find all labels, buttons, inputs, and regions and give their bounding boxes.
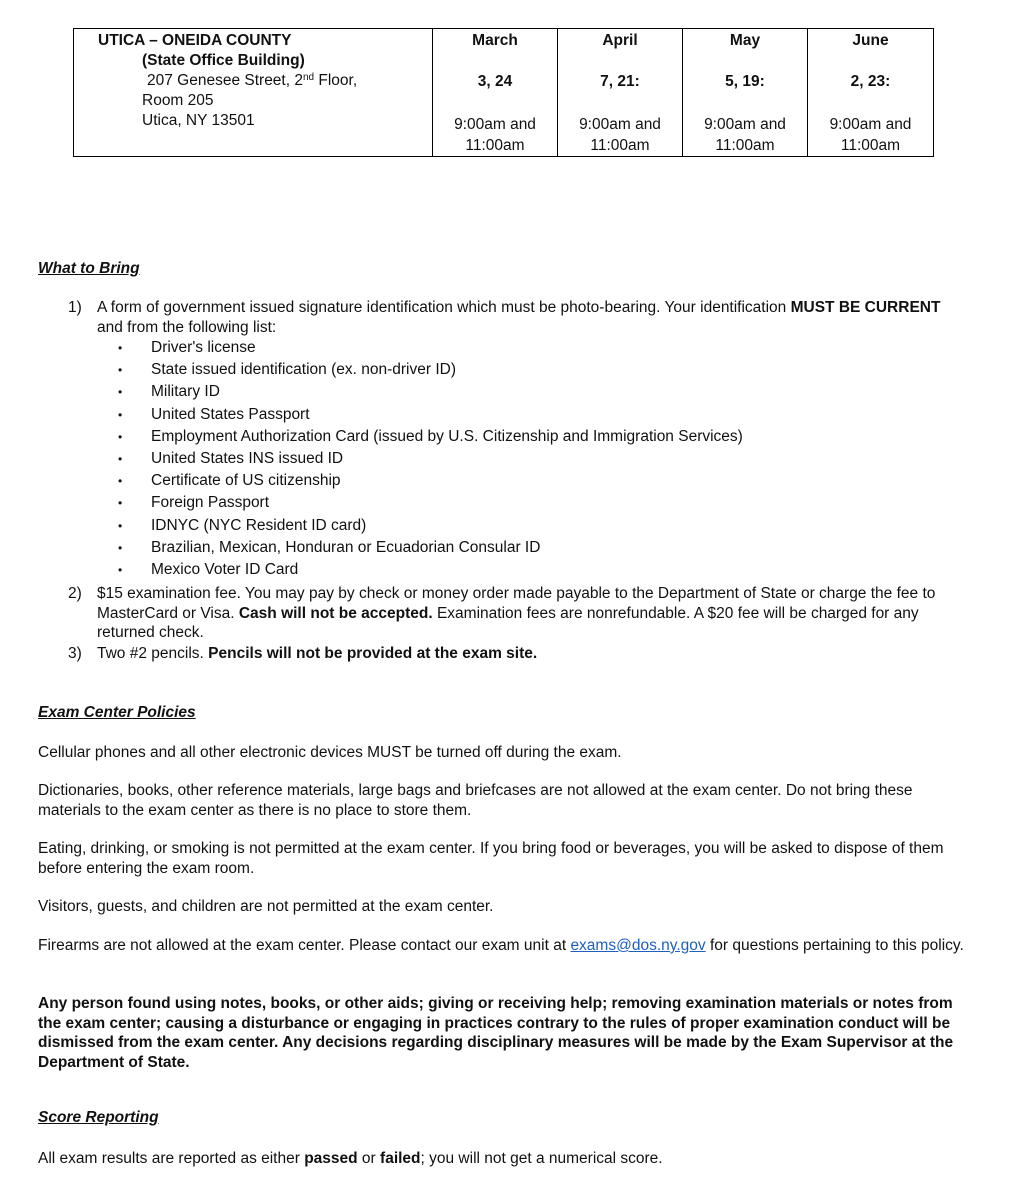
item-number: 1) (68, 299, 82, 316)
list-item: • State issued identification (ex. non-driver ID) (118, 360, 743, 382)
score-reporting-text: All exam results are reported as either passed or failed; you will not get a numerical score. (38, 1150, 663, 1167)
policy-firearms: Firearms are not allowed at the exam center. Please contact our exam unit at exams@dos.ny.gov for questions pertaining to this policy. (38, 937, 964, 954)
item-number: 2) (68, 585, 82, 602)
policy-visitors: Visitors, guests, and children are not permitted at the exam center. (38, 898, 494, 915)
exam-dates: 2, 23: (850, 73, 891, 90)
month-cell-may (683, 29, 808, 157)
month-name: June (852, 32, 889, 49)
list-item: • IDNYC (NYC Resident ID card) (118, 516, 743, 538)
policy-materials: Dictionaries, books, other reference materials, large bags and briefcases are not allowed at the exam center. Do not bring these materials to the exam center as there is no place to store them. (38, 782, 913, 819)
item-number: 3) (68, 645, 82, 662)
what-to-bring-heading: What to Bring (38, 260, 140, 277)
policy-electronics: Cellular phones and all other electronic devices MUST be turned off during the exam. (38, 744, 622, 761)
item-text: $15 examination fee. You may pay by check or money order made payable to the Department of State or charge the fee to MasterCard or Visa. Cash will not be accepted. Examination fees are nonrefundable. A $20 fee will be charged for any returned check. (97, 585, 936, 641)
location-cell (74, 29, 433, 157)
list-item: • Driver's license (118, 338, 743, 360)
item-text: Two #2 pencils. Pencils will not be provided at the exam site. (97, 645, 538, 662)
table-row (74, 29, 934, 157)
month-cell-june (808, 29, 934, 157)
item-text: A form of government issued signature identification which must be photo-bearing. Your identification MUST BE CURRENT and from the following list: (97, 299, 941, 336)
month-name: March (472, 32, 518, 49)
list-item: • United States Passport (118, 405, 743, 427)
policy-conduct: Any person found using notes, books, or other aids; giving or receiving help; removing examination materials or notes from the exam center; causing a disturbance or engaging in practices contrary to the rules of proper examination conduct will be dismissed from the exam center. Any decisions regarding disciplinary measures will be made by the Exam Supervisor at the Department of State. (38, 995, 954, 1071)
month-name: April (602, 32, 638, 49)
location-building: (State Office Building) (142, 52, 305, 69)
policy-food: Eating, drinking, or smoking is not permitted at the exam center. If you bring food or beverages, you will be asked to dispose of them before entering the exam room. (38, 840, 944, 877)
exam-dates: 7, 21: (600, 73, 640, 90)
location-street: 207 Genesee Street, 2nd Floor, (147, 72, 358, 89)
list-item: • Mexico Voter ID Card (118, 560, 743, 582)
exam-times: 9:00am and 11:00am (454, 116, 536, 154)
policies-heading: Exam Center Policies (38, 704, 196, 721)
exam-unit-email-link[interactable]: exams@dos.ny.gov (570, 937, 706, 954)
list-item: • Foreign Passport (118, 493, 743, 515)
list-item: • Brazilian, Mexican, Honduran or Ecuadorian Consular ID (118, 538, 743, 560)
exam-times: 9:00am and 11:00am (579, 116, 661, 154)
exam-dates: 3, 24 (477, 73, 513, 90)
exam-schedule-table (73, 28, 934, 157)
month-cell-april (558, 29, 683, 157)
location-name: UTICA – ONEIDA COUNTY (98, 32, 292, 49)
month-name: May (729, 32, 761, 49)
list-item: • Employment Authorization Card (issued by U.S. Citizenship and Immigration Services) (118, 427, 743, 449)
list-item: • Certificate of US citizenship (118, 471, 743, 493)
exam-times: 9:00am and 11:00am (829, 116, 912, 154)
exam-times: 9:00am and 11:00am (704, 116, 786, 154)
list-item: • United States INS issued ID (118, 449, 743, 471)
exam-dates: 5, 19: (725, 73, 765, 90)
location-room: Room 205 (142, 92, 214, 109)
score-reporting-heading: Score Reporting (38, 1109, 159, 1126)
id-list (118, 338, 743, 582)
month-cell-march (433, 29, 558, 157)
list-item: • Military ID (118, 382, 743, 404)
location-city: Utica, NY 13501 (142, 112, 255, 129)
